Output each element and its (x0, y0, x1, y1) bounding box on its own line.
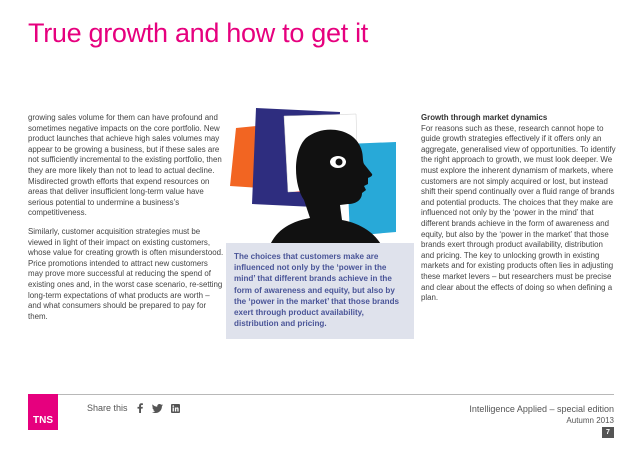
twitter-icon[interactable] (152, 404, 163, 413)
footer-divider (28, 394, 614, 395)
publication-title: Intelligence Applied – special edition (469, 404, 614, 414)
logo-text: TNS (33, 415, 53, 426)
share-bar (87, 403, 180, 413)
head-silhouette-illustration (228, 108, 414, 250)
publication-info (469, 403, 614, 427)
edition-label: Autumn 2013 (566, 416, 614, 425)
linkedin-icon[interactable] (171, 404, 180, 413)
page-number: 7 (602, 427, 614, 438)
right-column (421, 113, 617, 312)
section-heading: Growth through market dynamics (421, 113, 548, 122)
left-column (28, 113, 224, 330)
share-label: Share this (87, 403, 128, 413)
page-title: True growth and how to get it (28, 18, 368, 48)
body-paragraph: For reasons such as these, research cannot hope to guide growth strategies effectively if it offers only an aggregate, generalised view of opportunities. To identify the right approach to growth, we must look deeper. We must explore the inherent dynamism of markets, where customers are not simply acquired or lost, but instead shift their spend continually over a fluid range of brands and potential products. The choices that they make are influenced not only by the ‘power in the mind’ that different brands achieve in the form of awareness and equity, but also by the ‘power in the market’ that those brands exert through product availability, distribution and pricing. The key to unlocking growth in existing markets and for existing products often lies in adjusting these market levers – but researchers must be precise and clear about the effects of doing so when defining a plan. (421, 123, 616, 303)
silhouette-pupil (336, 159, 343, 166)
body-paragraph: growing sales volume for them can have profound and sometimes negative impacts on the core portfolio. New product launches that achieve high sales volumes may appear to be growing a business, but if these sales are not sufficiently incremental to the existing portfolio, then they are more likely than not to lead to actual decline. Misdirected growth efforts that expend resources on areas that deliver insufficient long-term value have serious potential to undermine a business’s competitiveness. (28, 113, 222, 218)
tns-logo (28, 394, 58, 430)
pull-quote: The choices that customers make are influenced not only by the ‘power in the mind’ that different brands achieve in the form of awareness and equity, but also by the ‘power in the market’ that those brands exert through product availability, distribution and pricing. (226, 243, 414, 339)
facebook-icon[interactable] (136, 403, 144, 413)
body-paragraph: Similarly, customer acquisition strategies must be viewed in light of their impact on existing customers, whose value for creating growth is often misunderstood. Price promotions intended to attract new customers may prove more successful at reducing the spend of existing ones and, in the worst case scenario, re-setting long-term expectations of what products are worth – and what consumers should be prepared to pay for them. (28, 226, 224, 321)
